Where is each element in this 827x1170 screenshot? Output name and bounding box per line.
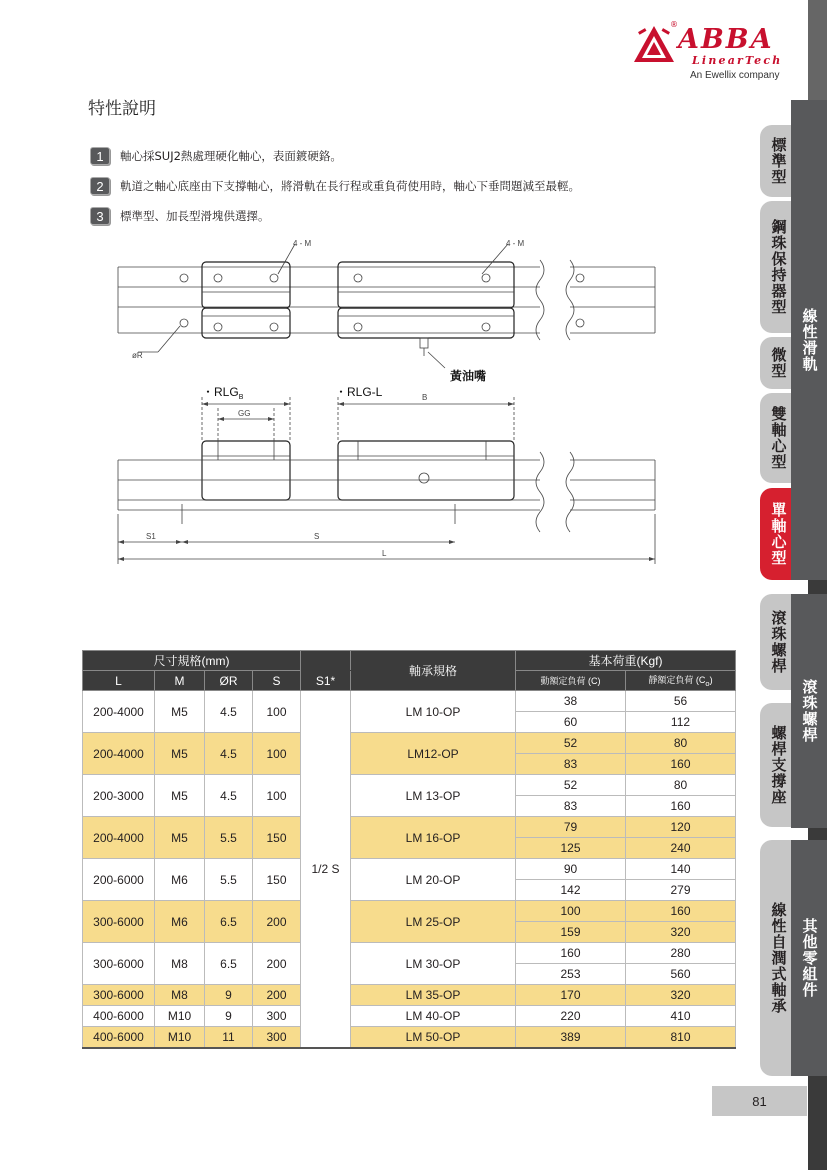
cell-length: 400-6000: [83, 1006, 155, 1027]
cell-dynamic-load: 100: [516, 901, 626, 922]
registered-mark: ®: [670, 20, 678, 29]
cell-static-load: 160: [626, 901, 736, 922]
cell-thread: M8: [155, 985, 205, 1006]
header-l: L: [83, 671, 155, 691]
cell-radius: 11: [205, 1027, 253, 1048]
header-m: M: [155, 671, 205, 691]
cell-length: 300-6000: [83, 901, 155, 943]
brand-tagline: LinearTech: [692, 54, 783, 67]
abba-logo: [632, 22, 784, 84]
cell-dynamic-load: 253: [516, 964, 626, 985]
cell-bearing: LM 25-OP: [351, 901, 516, 943]
label-rlgb: ・$RLG_B$: [202, 385, 244, 401]
table-row: [83, 817, 736, 838]
tab-label: 雙軸心型: [769, 406, 788, 470]
cell-spacing: 100: [253, 775, 301, 817]
cell-radius: 9: [205, 1006, 253, 1027]
cell-thread: M10: [155, 1027, 205, 1048]
feature-item: [90, 177, 580, 195]
cell-radius: 4.5: [205, 733, 253, 775]
cell-static-load: 410: [626, 1006, 736, 1027]
cell-bearing: LM 20-OP: [351, 859, 516, 901]
feature-number: 1: [90, 147, 110, 165]
cell-thread: M5: [155, 817, 205, 859]
cell-thread: M5: [155, 733, 205, 775]
label-s: S: [314, 532, 320, 541]
tab-label: 鋼珠保持器型: [769, 219, 788, 315]
cell-static-load: 56: [626, 691, 736, 712]
cell-length: 300-6000: [83, 943, 155, 985]
cell-dynamic-load: 142: [516, 880, 626, 901]
cell-length: 200-3000: [83, 775, 155, 817]
cell-dynamic-load: 38: [516, 691, 626, 712]
table-row: [83, 943, 736, 964]
cell-radius: 5.5: [205, 859, 253, 901]
header-static-load: 靜額定負荷 $(C_o)$: [626, 671, 736, 691]
label-b: B: [422, 393, 428, 402]
cell-spacing: 300: [253, 1006, 301, 1027]
header-size-group: 尺寸規格(mm): [83, 651, 301, 671]
table-row: [83, 733, 736, 754]
cell-dynamic-load: 90: [516, 859, 626, 880]
cell-length: 200-4000: [83, 817, 155, 859]
cell-bearing: LM12-OP: [351, 733, 516, 775]
feature-text: 標準型、加長型滑塊供選擇。: [120, 209, 270, 223]
group-linear-slide[interactable]: [791, 100, 827, 580]
tab-label: 單軸心型: [769, 502, 788, 566]
cell-dynamic-load: 52: [516, 733, 626, 754]
cell-spacing: 300: [253, 1027, 301, 1048]
cell-spacing: 200: [253, 901, 301, 943]
cell-bearing: LM 40-OP: [351, 1006, 516, 1027]
label-4m-right: 4 - M: [506, 239, 525, 248]
table-row: [83, 775, 736, 796]
feature-item: [90, 207, 270, 225]
cell-static-load: 560: [626, 964, 736, 985]
cell-radius: 4.5: [205, 775, 253, 817]
cell-static-load: 112: [626, 712, 736, 733]
cell-spacing: 150: [253, 859, 301, 901]
cell-dynamic-load: 60: [516, 712, 626, 733]
spec-table: [82, 650, 736, 1049]
feature-text: 軌道之軸心底座由下支撐軸心，將滑軌在長行程或重負荷使用時，軸心下垂問題減至最輕。: [120, 179, 580, 193]
table-row: [83, 1027, 736, 1048]
cell-bearing: LM 50-OP: [351, 1027, 516, 1048]
cell-dynamic-load: 159: [516, 922, 626, 943]
cell-static-load: 120: [626, 817, 736, 838]
cell-thread: M8: [155, 943, 205, 985]
tab-label: 滾珠螺桿: [769, 610, 788, 674]
tab-label: 其他零組件: [800, 918, 819, 998]
cell-radius: 6.5: [205, 943, 253, 985]
tab-label: 螺桿支撐座: [769, 725, 788, 805]
cell-length: 200-6000: [83, 859, 155, 901]
cell-static-load: 80: [626, 775, 736, 796]
label-grease-nipple: 黃油嘴: [450, 369, 487, 383]
cell-static-load: 140: [626, 859, 736, 880]
header-s1: S1*: [301, 671, 351, 691]
tab-label: 線性自潤式軸承: [769, 902, 788, 1014]
label-l: L: [382, 549, 387, 558]
cell-dynamic-load: 52: [516, 775, 626, 796]
header-bearing: 軸承規格: [351, 651, 516, 691]
page-title: 特性說明: [88, 99, 156, 119]
header-dynamic-load: 動額定負荷 (C): [516, 671, 626, 691]
table-row: [83, 859, 736, 880]
label-s1: S1: [146, 532, 156, 541]
cell-spacing: 100: [253, 691, 301, 733]
cell-length: 300-6000: [83, 985, 155, 1006]
cell-dynamic-load: 83: [516, 796, 626, 817]
cell-bearing: LM 10-OP: [351, 691, 516, 733]
feature-text: 軸心採SUJ2熱處理硬化軸心，表面鍍硬鉻。: [120, 149, 342, 163]
cell-spacing: 200: [253, 985, 301, 1006]
cell-static-load: 320: [626, 922, 736, 943]
tab-label: 滾珠螺桿: [800, 679, 819, 743]
group-ball-screw[interactable]: [791, 594, 827, 828]
label-4m-left: 4 - M: [293, 239, 312, 248]
feature-item: [90, 147, 342, 165]
cell-s1: 1/2 S: [301, 691, 351, 1048]
feature-number: 3: [90, 207, 110, 225]
cell-spacing: 100: [253, 733, 301, 775]
cell-static-load: 320: [626, 985, 736, 1006]
cell-thread: M5: [155, 691, 205, 733]
company-note: An Ewellix company: [690, 70, 780, 81]
tab-label: 標準型: [769, 137, 788, 185]
table-row: [83, 1006, 736, 1027]
tab-label: 微型: [769, 347, 788, 379]
table-row: [83, 691, 736, 712]
header-s: S: [253, 671, 301, 691]
cell-dynamic-load: 389: [516, 1027, 626, 1048]
cell-static-load: 279: [626, 880, 736, 901]
cell-radius: 6.5: [205, 901, 253, 943]
cell-bearing: LM 30-OP: [351, 943, 516, 985]
technical-drawing: [110, 232, 670, 572]
page-number: 81: [712, 1086, 807, 1116]
cell-radius: 9: [205, 985, 253, 1006]
feature-number: 2: [90, 177, 110, 195]
cell-spacing: 150: [253, 817, 301, 859]
cell-radius: 4.5: [205, 691, 253, 733]
cell-static-load: 240: [626, 838, 736, 859]
cell-length: 200-4000: [83, 691, 155, 733]
tab-label: 線性滑軌: [800, 308, 819, 372]
cell-static-load: 160: [626, 754, 736, 775]
cell-static-load: 280: [626, 943, 736, 964]
cell-thread: M6: [155, 859, 205, 901]
label-gg: GG: [238, 409, 251, 418]
cell-dynamic-load: 79: [516, 817, 626, 838]
cell-dynamic-load: 125: [516, 838, 626, 859]
cell-thread: M10: [155, 1006, 205, 1027]
cell-spacing: 200: [253, 943, 301, 985]
table-row: [83, 985, 736, 1006]
cell-dynamic-load: 170: [516, 985, 626, 1006]
cell-length: 200-4000: [83, 733, 155, 775]
cell-thread: M6: [155, 901, 205, 943]
abba-emblem-icon: [632, 24, 676, 64]
cell-static-load: 80: [626, 733, 736, 754]
cell-dynamic-load: 220: [516, 1006, 626, 1027]
cell-dynamic-load: 160: [516, 943, 626, 964]
cell-radius: 5.5: [205, 817, 253, 859]
header-load-group: 基本荷重(Kgf): [516, 651, 736, 671]
cell-bearing: LM 13-OP: [351, 775, 516, 817]
brand-name: ABBA: [678, 24, 774, 55]
label-or: øR: [132, 351, 143, 360]
cell-length: 400-6000: [83, 1027, 155, 1048]
cell-static-load: 810: [626, 1027, 736, 1048]
header-r: ØR: [205, 671, 253, 691]
group-other-parts[interactable]: [791, 840, 827, 1076]
cell-bearing: LM 35-OP: [351, 985, 516, 1006]
cell-thread: M5: [155, 775, 205, 817]
label-rlgl: ・RLG-L: [335, 385, 383, 399]
table-row: [83, 901, 736, 922]
cell-bearing: LM 16-OP: [351, 817, 516, 859]
cell-static-load: 160: [626, 796, 736, 817]
cell-dynamic-load: 83: [516, 754, 626, 775]
